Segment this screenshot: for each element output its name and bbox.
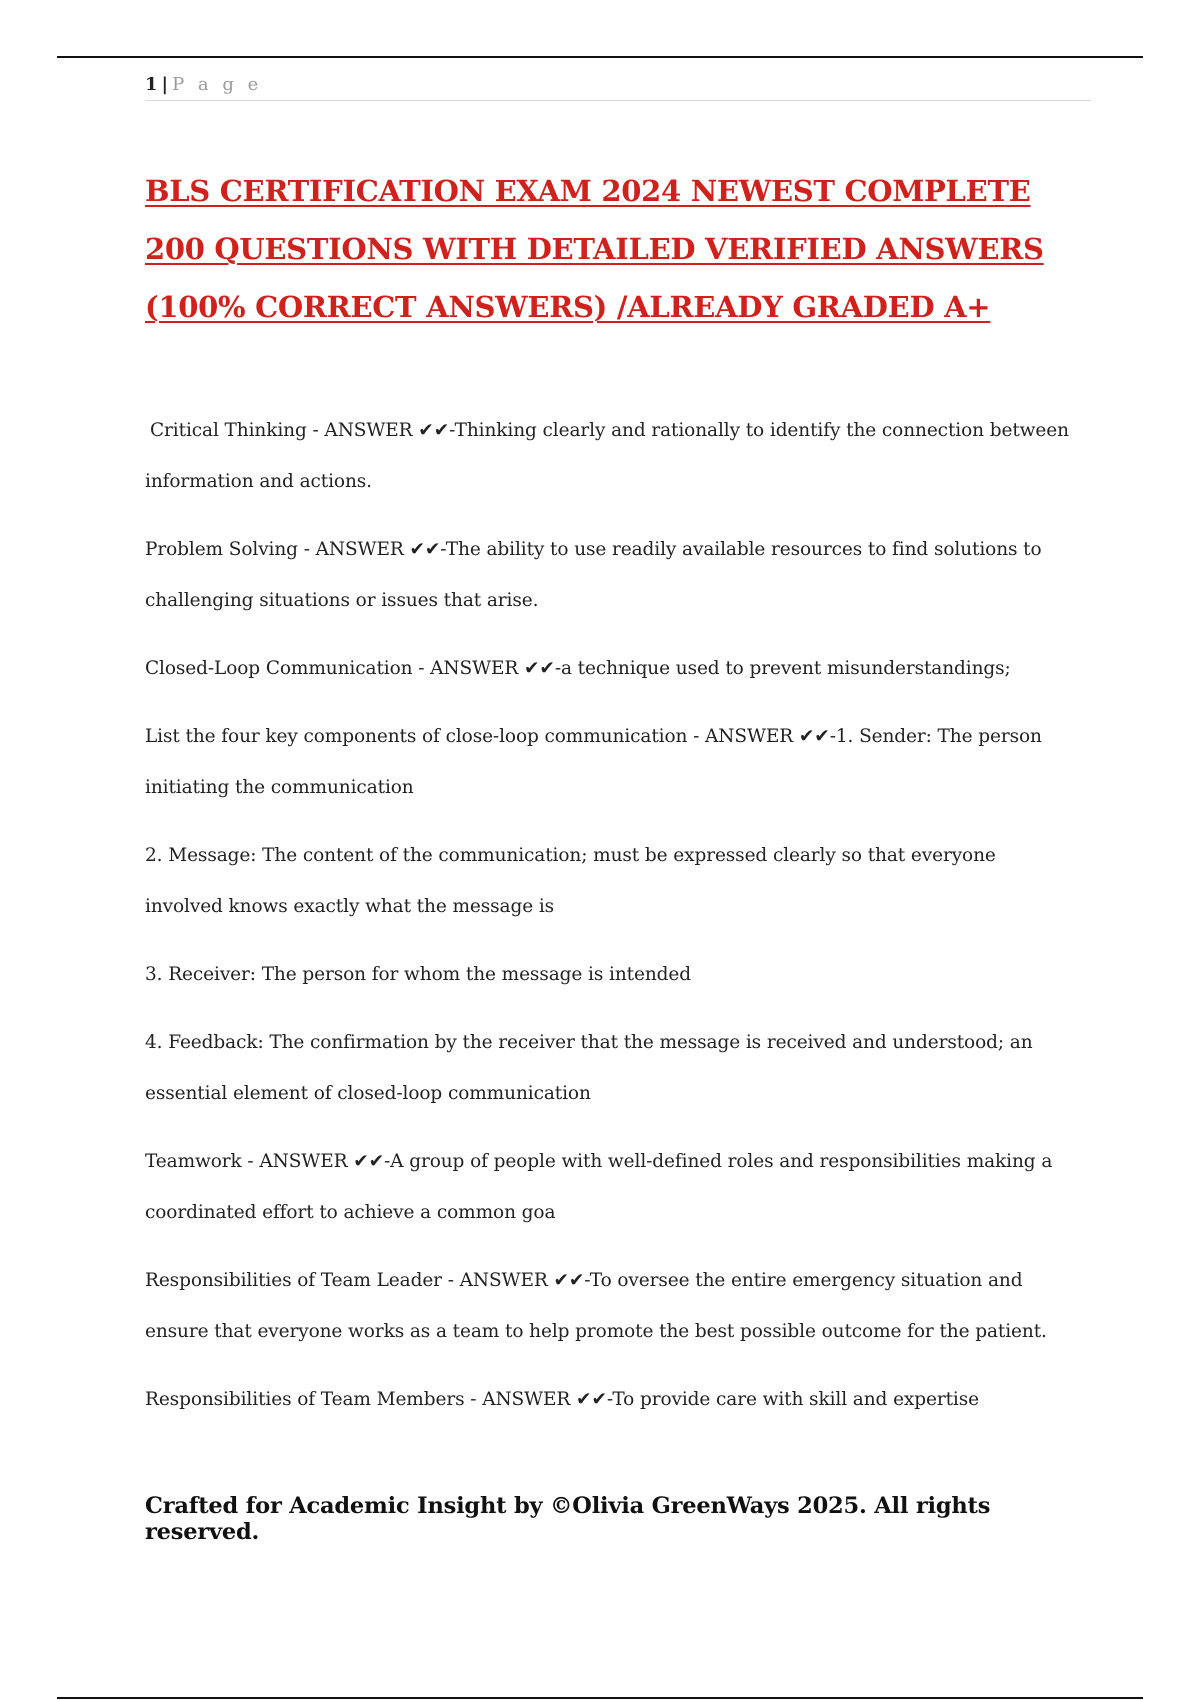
qa-entry-critical-thinking: Critical Thinking - ANSWER ✔✔-Thinking clearly and rationally to identify the connection between information and actions. <box>145 420 1069 492</box>
page-separator: | <box>161 74 169 95</box>
document-title: BLS CERTIFICATION EXAM 2024 NEWEST COMPLETE 200 QUESTIONS WITH DETAILED VERIFIED ANSWERS (100% CORRECT ANSWERS) /ALREADY GRADED A+ <box>145 174 1044 324</box>
bottom-rule <box>57 1697 1143 1699</box>
page-number: 1 <box>145 74 158 95</box>
qa-list <box>145 405 1075 1442</box>
page-label: P a g e <box>172 74 263 95</box>
qa-entry-closed-loop-communication: Closed-Loop Communication - ANSWER ✔✔-a technique used to prevent misunderstandings; <box>145 658 1011 679</box>
qa-entry-problem-solving: Problem Solving - ANSWER ✔✔-The ability to use readily available resources to find solutions to challenging situations or issues that arise. <box>145 539 1042 611</box>
qa-entry-close-loop-components: List the four key components of close-loop communication - ANSWER ✔✔-1. Sender: The person initiating the communication <box>145 726 1042 798</box>
qa-entry-message: 2. Message: The content of the communication; must be expressed clearly so that everyone involved knows exactly what the message is <box>145 845 996 917</box>
page-header <box>145 72 1091 101</box>
qa-entry-team-members: Responsibilities of Team Members - ANSWER ✔✔-To provide care with skill and expertise <box>145 1389 979 1410</box>
qa-entry-receiver: 3. Receiver: The person for whom the message is intended <box>145 964 691 985</box>
qa-entry-feedback: 4. Feedback: The confirmation by the receiver that the message is received and understood; an essential element of closed-loop communication <box>145 1032 1033 1104</box>
qa-entry-teamwork: Teamwork - ANSWER ✔✔-A group of people with well-defined roles and responsibilities making a coordinated effort to achieve a common goa <box>145 1151 1053 1223</box>
copyright-credit: Crafted for Academic Insight by ©Olivia GreenWays 2025. All rights reserved. <box>145 1493 991 1545</box>
top-rule <box>57 56 1143 58</box>
qa-entry-team-leader: Responsibilities of Team Leader - ANSWER ✔✔-To oversee the entire emergency situation and ensure that everyone works as a team to help promote the best possible outcome for the patient. <box>145 1270 1047 1342</box>
